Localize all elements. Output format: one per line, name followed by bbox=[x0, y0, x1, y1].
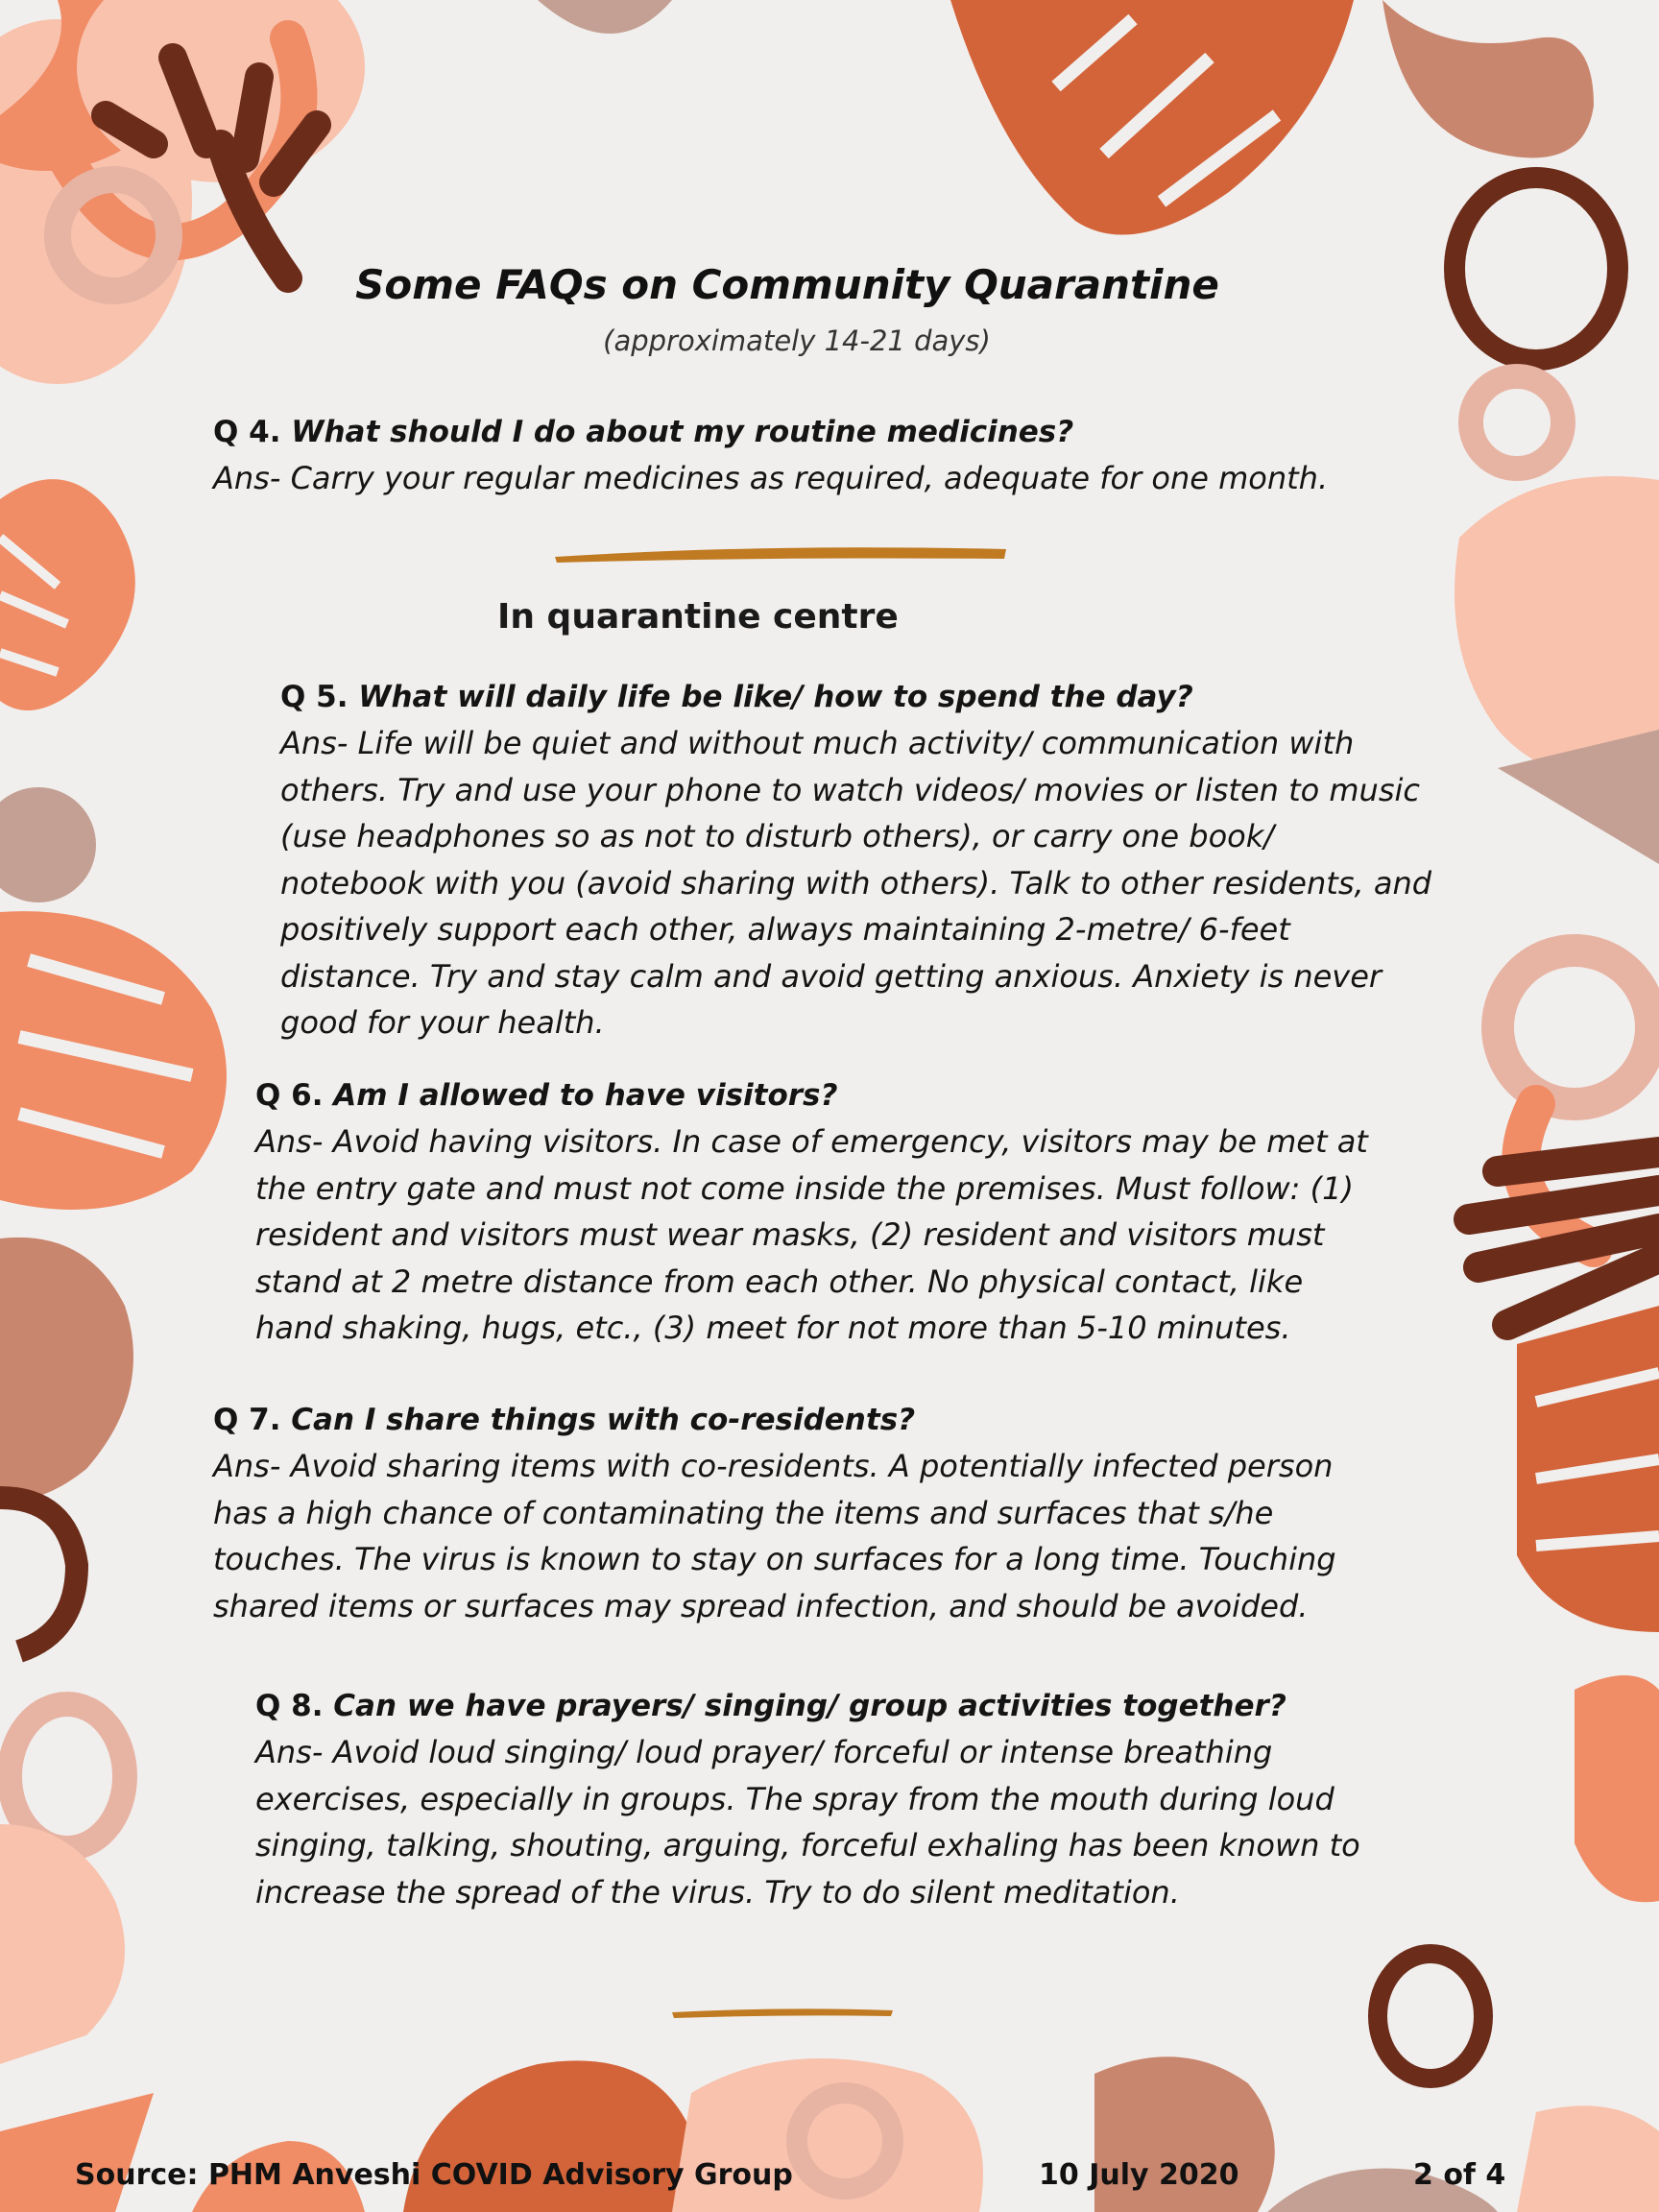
footer-source: Source: PHM Anveshi COVID Advisory Group bbox=[75, 2158, 793, 2192]
leaf-shape bbox=[1382, 0, 1594, 157]
faq-answer: Ans- Avoid loud singing/ loud prayer/ forceful or intense breathing exercises, especially in groups. The spray from the mouth during loud singing, talking, shouting, arguing, forceful exhaling has been known to increase the spread of the virus. Try to do silent meditation. bbox=[255, 1734, 1360, 1911]
ring-shape bbox=[1471, 376, 1563, 469]
faq-answer: Ans- Avoid having visitors. In case of emergency, visitors may be met at the entry gate and must not come inside the premises. Must follow: (1) resident and visitors must wear masks, (2) resident and visitors must stand at 2 metre distance from each other. No physical contact, like hand shaking, hugs, etc., (3) meet for not more than 5-10 minutes. bbox=[255, 1123, 1368, 1346]
page-title: Some FAQs on Community Quarantine bbox=[355, 261, 1219, 308]
leaf-shape bbox=[0, 1824, 125, 2064]
divider-brush-top bbox=[555, 547, 1006, 563]
faq-answer: Ans- Carry your regular medicines as required, adequate for one month. bbox=[213, 460, 1329, 496]
ring-shape bbox=[1378, 1954, 1483, 2079]
leaf-shape bbox=[1575, 1675, 1659, 1902]
divider-brush-bottom bbox=[672, 2008, 893, 2018]
leaf-shape bbox=[0, 787, 96, 902]
faq-item bbox=[255, 1683, 1523, 1915]
leaf-shape bbox=[538, 0, 672, 34]
faq-question: Q 5. What will daily life be like/ how to spend the day? bbox=[280, 680, 1193, 714]
leaf-shape bbox=[0, 1238, 133, 1500]
faq-question: Q 4. What should I do about my routine medicines? bbox=[213, 415, 1074, 449]
faq-question: Q 7. Can I share things with co-residents? bbox=[213, 1403, 916, 1437]
footer-page-number: 2 of 4 bbox=[1413, 2158, 1506, 2192]
ring-shape bbox=[0, 1498, 77, 1651]
faq-answer: Ans- Life will be quiet and without much activity/ communication with others. Try and use your phone to watch videos/ movies or listen to music (use headphones so as not to disturb others), or carry one book/ notebook with you (avoid sharing with others). Talk to other residents, and positively support each other, always maintaining 2-metre/ 6-feet distance. Try and stay calm and avoid getting anxious. Anxiety is never good for your health. bbox=[280, 725, 1432, 1041]
faq-question: Q 6. Am I allowed to have visitors? bbox=[255, 1078, 838, 1113]
faq-question: Q 8. Can we have prayers/ singing/ group activities together? bbox=[255, 1689, 1286, 1723]
faq-item bbox=[213, 1397, 1500, 1629]
faq-item bbox=[213, 409, 1461, 502]
footer bbox=[0, 2158, 1659, 2204]
faq-answer: Ans- Avoid sharing items with co-residents. A potentially infected person has a high chance of contaminating the items and surfaces that s/he touches. The virus is known to stay on surfaces for a long time. Touching shared items or surfaces may spread infection, and should be avoided. bbox=[213, 1448, 1336, 1624]
ring-shape bbox=[10, 1704, 125, 1848]
section-heading: In quarantine centre bbox=[497, 597, 899, 637]
page-subtitle: (approximately 14-21 days) bbox=[603, 325, 991, 357]
faq-item bbox=[280, 674, 1548, 1046]
footer-date: 10 July 2020 bbox=[1039, 2158, 1239, 2192]
faq-item bbox=[255, 1072, 1542, 1352]
leaf-shape bbox=[0, 479, 135, 710]
